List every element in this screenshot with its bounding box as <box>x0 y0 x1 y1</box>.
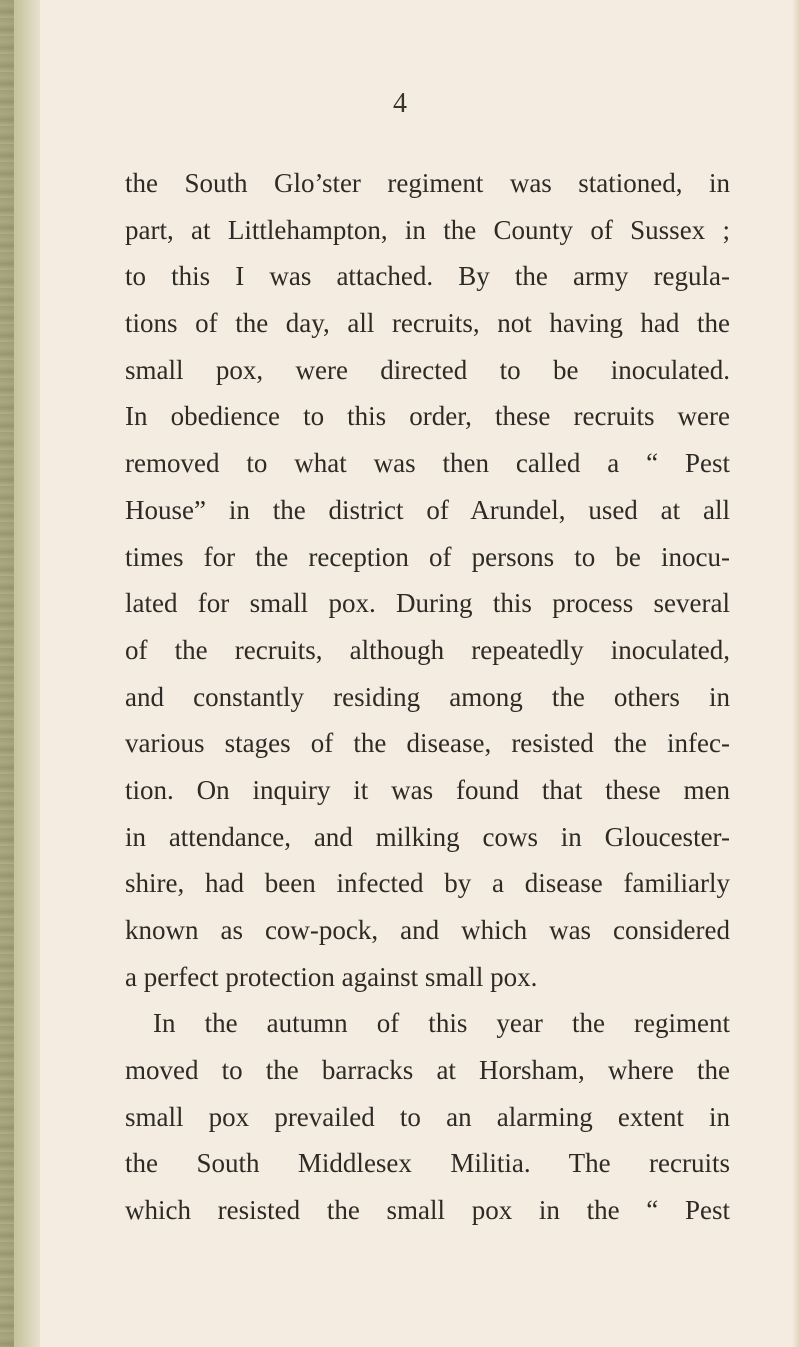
text-line: In the autumn of this year the regiment <box>153 1008 730 1039</box>
binding-edge <box>0 0 14 1347</box>
text-line: which resisted the small pox in the “ Pest <box>125 1195 730 1226</box>
text-line: known as cow-pock, and which was considered <box>125 915 730 945</box>
text-line: a perfect protection against small pox. <box>125 961 538 992</box>
text-line: House” in the district of Arundel, used at all <box>125 494 730 525</box>
text-line: the South Middlesex Militia. The recruits <box>125 1148 730 1179</box>
text-line: tion. On inquiry it was found that these men <box>125 774 730 805</box>
text-line: In obedience to this order, these recruits were <box>125 401 730 432</box>
text-line: and constantly residing among the others in <box>125 681 730 712</box>
text-line: various stages of the disease, resisted the infec- <box>125 728 730 759</box>
page-edge <box>792 0 800 1347</box>
text-line: the South Glo’ster regiment was stationed, in <box>125 168 730 198</box>
text-line: small pox prevailed to an alarming extent in <box>125 1101 730 1132</box>
text-line: of the recruits, although repeatedly inoculated, <box>125 634 730 665</box>
text-line: small pox, were directed to be inoculated. <box>125 354 730 385</box>
body-text <box>125 160 730 1234</box>
text-line: lated for small pox. During this process several <box>125 588 730 619</box>
text-line: times for the reception of persons to be inocu- <box>125 541 730 572</box>
text-line: in attendance, and milking cows in Gloucester- <box>125 821 730 852</box>
text-line: shire, had been infected by a disease familiarly <box>125 868 730 899</box>
text-line: part, at Littlehampton, in the County of Sussex ; <box>125 214 730 245</box>
text-line: removed to what was then called a “ Pest <box>125 448 730 479</box>
text-line: moved to the barracks at Horsham, where the <box>125 1055 730 1086</box>
text-line: to this I was attached. By the army regula- <box>125 261 730 292</box>
text-line: tions of the day, all recruits, not having had the <box>125 308 730 339</box>
page-number: 4 <box>393 88 407 119</box>
